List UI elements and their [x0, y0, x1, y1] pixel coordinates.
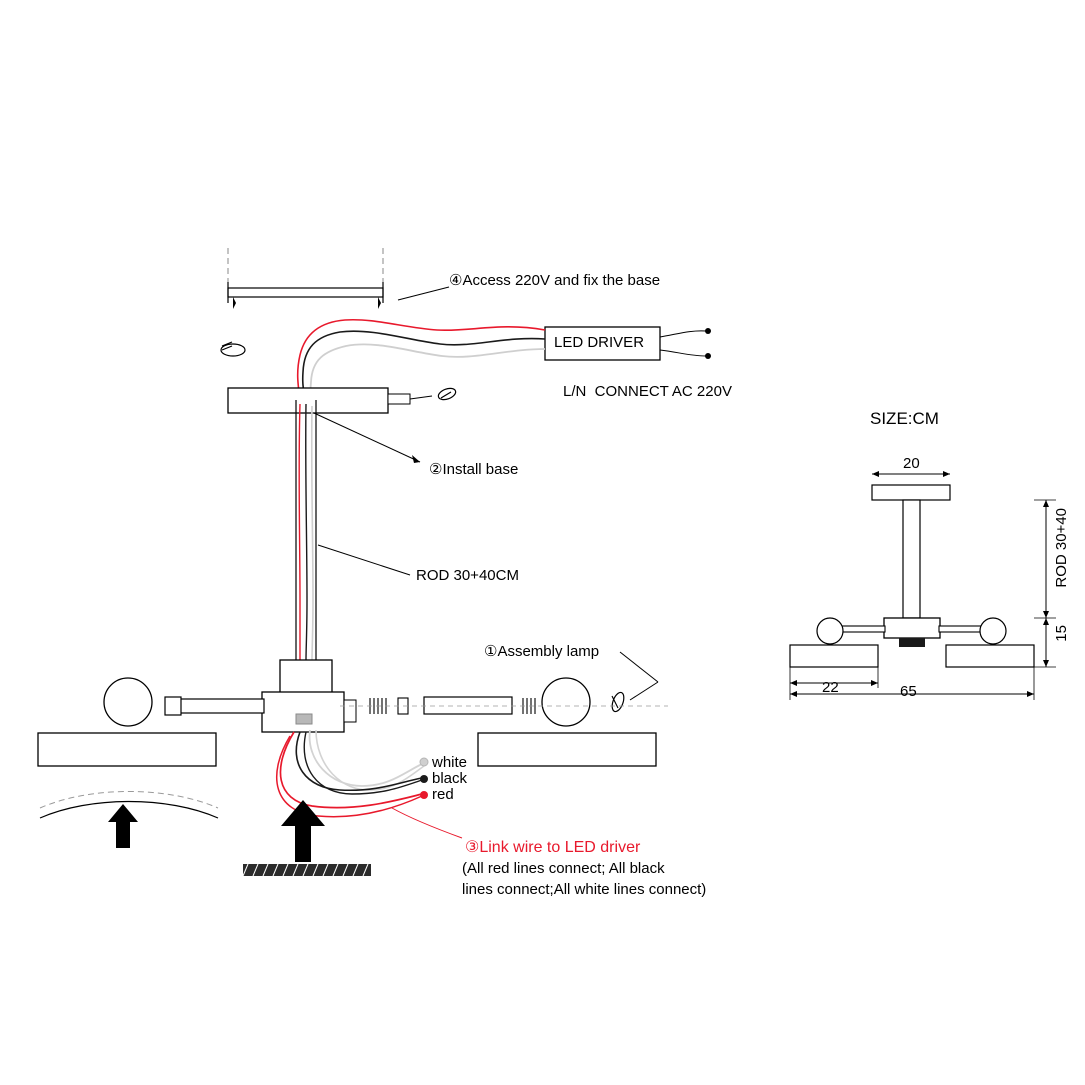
rod	[296, 400, 410, 660]
label-rod-length: ROD 30+40CM	[416, 567, 519, 584]
mount-surface-right	[243, 800, 371, 876]
dimension-rod-height: ROD 30+40	[1053, 508, 1070, 588]
right-arm-exploded	[340, 652, 668, 766]
dimension-top-plate-width: 20	[903, 455, 920, 472]
label-wire-black: black	[432, 770, 468, 787]
label-ln-connect: L/N CONNECT AC 220V	[563, 383, 732, 400]
screw-icon	[221, 342, 245, 356]
label-step-3-note-2: lines connect;All white lines connect)	[462, 881, 707, 898]
dimension-shade-width: 22	[822, 679, 839, 696]
lamp-body-center	[262, 660, 356, 732]
dimension-shade-height: 15	[1053, 625, 1070, 642]
label-step-1: ①Assembly lamp	[484, 643, 600, 660]
label-step-4: ④Access 220V and fix the base	[449, 272, 661, 289]
label-wire-white: white	[432, 754, 468, 771]
dimension-total-width: 65	[900, 683, 917, 700]
ceiling-mount-group	[228, 248, 449, 309]
label-size-unit: SIZE:CM	[870, 409, 939, 428]
label-led-driver: LED DRIVER	[554, 334, 645, 351]
left-arm	[38, 678, 264, 766]
mount-surface-left	[40, 792, 218, 849]
install-base-bar	[228, 386, 457, 463]
label-step-2: ②Install base	[429, 461, 519, 478]
size-drawing	[790, 471, 1056, 700]
label-step-3: ③Link wire to LED driver	[465, 839, 641, 856]
label-step-3-note-1: (All red lines connect; All black	[462, 860, 665, 877]
label-wire-red: red	[432, 786, 454, 803]
